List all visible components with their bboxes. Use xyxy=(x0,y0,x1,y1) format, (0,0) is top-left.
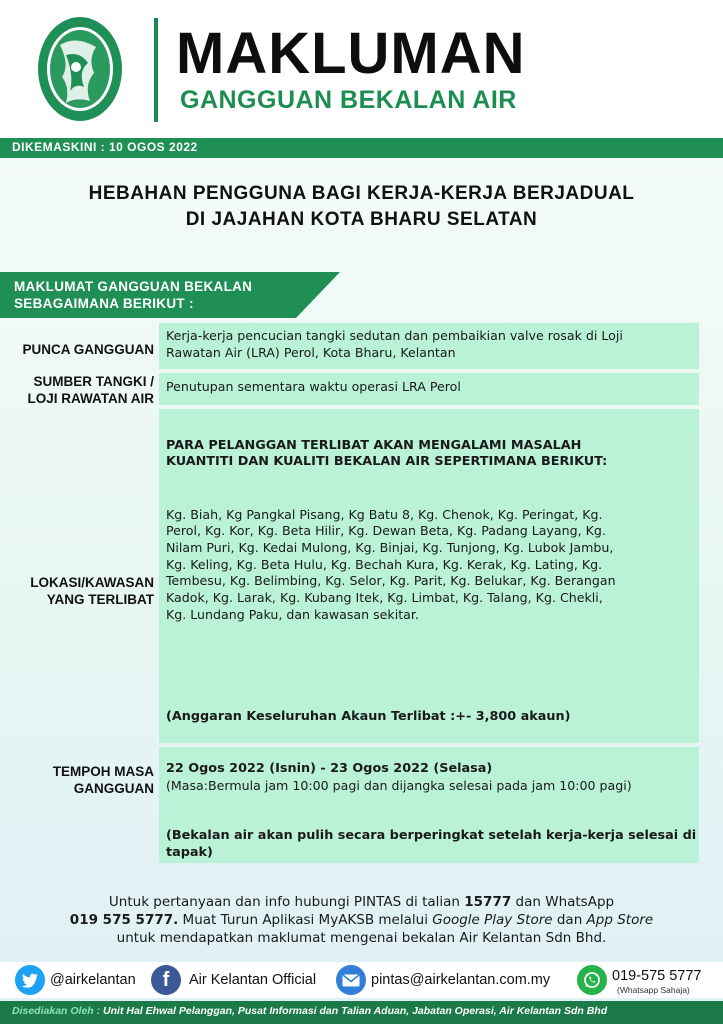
twitter-link[interactable] xyxy=(15,962,136,998)
disruption-time: (Masa:Bermula jam 10:00 pagi dan dijangka selesai pada jam 10:00 pagi) xyxy=(166,778,632,793)
affected-accounts-estimate: (Anggaran Keseluruhan Akaun Terlibat :+- 3,800 akaun) xyxy=(166,709,571,724)
lokasi-intro-line2: KUANTITI DAN KUALITI BEKALAN AIR SEPERTIMANA BERIKUT: xyxy=(166,454,608,469)
section-title-line2: SEBAGAIMANA BERIKUT : xyxy=(14,296,194,311)
sumber-text: Penutupan sementara waktu operasi LRA Perol xyxy=(166,379,461,394)
email-link[interactable] xyxy=(336,962,550,998)
area-line: Tembesu, Kg. Belimbing, Kg. Selor, Kg. Parit, Kg. Belukar, Kg. Berangan xyxy=(166,573,616,588)
sumber-label-line1: SUMBER TANGKI / xyxy=(33,374,154,389)
header-divider xyxy=(154,18,158,122)
email-address: pintas@airkelantan.com.my xyxy=(371,972,551,988)
whatsapp-note: (Whatsapp Sahaja) xyxy=(617,985,690,995)
area-line: Kg. Lundang Paku, dan kawasan sekitar. xyxy=(166,607,419,622)
restoration-note-line1: (Bekalan air akan pulih secara berperingkat setelah kerja-kerja selesai di xyxy=(166,828,697,843)
notice-heading-line1: HEBAHAN PENGGUNA BAGI KERJA-KERJA BERJADUAL xyxy=(88,183,635,204)
tempoh-label-line2: GANGGUAN xyxy=(73,781,154,796)
area-line: Perol, Kg. Kor, Kg. Beta Hilir, Kg. Dewan Beta, Kg. Padang Layang, Kg. xyxy=(166,523,606,538)
area-line: Kadok, Kg. Larak, Kg. Kubang Itek, Kg. Limbat, Kg. Talang, Kg. Chekli, xyxy=(166,590,603,605)
area-line: Kg. Keling, Kg. Beta Hulu, Kg. Bechah Kura, Kg. Kerak, Kg. Lating, Kg. xyxy=(166,557,603,572)
sumber-label-line2: LOJI RAWATAN AIR xyxy=(27,391,154,406)
facebook-icon: f xyxy=(151,965,181,995)
tempoh-label-line1: TEMPOH MASA xyxy=(52,764,154,779)
lokasi-label-line1: LOKASI/KAWASAN xyxy=(30,575,154,590)
punca-label: PUNCA GANGGUAN xyxy=(22,342,154,357)
section-title-line1: MAKLUMAT GANGGUAN BEKALAN xyxy=(14,279,253,294)
notice-heading-line2: DI JAJAHAN KOTA BHARU SELATAN xyxy=(185,209,538,230)
footer-info-line1: Untuk pertanyaan dan info hubungi PINTAS di talian 15777 dan WhatsApp xyxy=(108,894,615,910)
lokasi-label-line2: YANG TERLIBAT xyxy=(46,592,154,607)
updated-date: DIKEMASKINI : 10 OGOS 2022 xyxy=(12,140,198,154)
whatsapp-icon xyxy=(577,965,607,995)
area-line: Nilam Puri, Kg. Kedai Mulong, Kg. Binjai, Kg. Tunjong, Kg. Lubok Jambu, xyxy=(166,540,614,555)
twitter-handle: @airkelantan xyxy=(50,972,136,988)
email-icon xyxy=(336,965,366,995)
disruption-dates: 22 Ogos 2022 (Isnin) - 23 Ogos 2022 (Selasa) xyxy=(166,761,493,776)
punca-text-line1: Kerja-kerja pencucian tangki sedutan dan pembaikian valve rosak di Loji xyxy=(166,328,623,343)
prepared-by: Disediakan Oleh : Unit Hal Ehwal Pelanggan, Pusat Informasi dan Talian Aduan, Jabatan Operasi, Air Kelantan Sdn Bhd xyxy=(12,1005,608,1017)
twitter-icon xyxy=(15,965,45,995)
footer-info-line2: 019 575 5777. Muat Turun Aplikasi MyAKSB melalui Google Play Store dan App Store xyxy=(69,912,654,928)
facebook-link[interactable] xyxy=(151,962,316,998)
restoration-note-line2: tapak) xyxy=(166,845,213,860)
footer-info-line3: untuk mendapatkan maklumat mengenai bekalan Air Kelantan Sdn Bhd. xyxy=(116,930,607,946)
punca-text-line2: Rawatan Air (LRA) Perol, Kota Bharu, Kelantan xyxy=(166,345,456,360)
page-subtitle: GANGGUAN BEKALAN AIR xyxy=(180,86,517,114)
area-line: Kg. Biah, Kg Pangkal Pisang, Kg Batu 8, Kg. Chenok, Kg. Peringat, Kg. xyxy=(166,507,603,522)
page-title: MAKLUMAN xyxy=(176,21,526,86)
whatsapp-number: 019-575 5777 xyxy=(612,968,702,984)
lokasi-intro-line1: PARA PELANGGAN TERLIBAT AKAN MENGALAMI MASALAH xyxy=(166,438,582,453)
air-kelantan-logo xyxy=(36,15,124,123)
facebook-page: Air Kelantan Official xyxy=(189,972,317,988)
